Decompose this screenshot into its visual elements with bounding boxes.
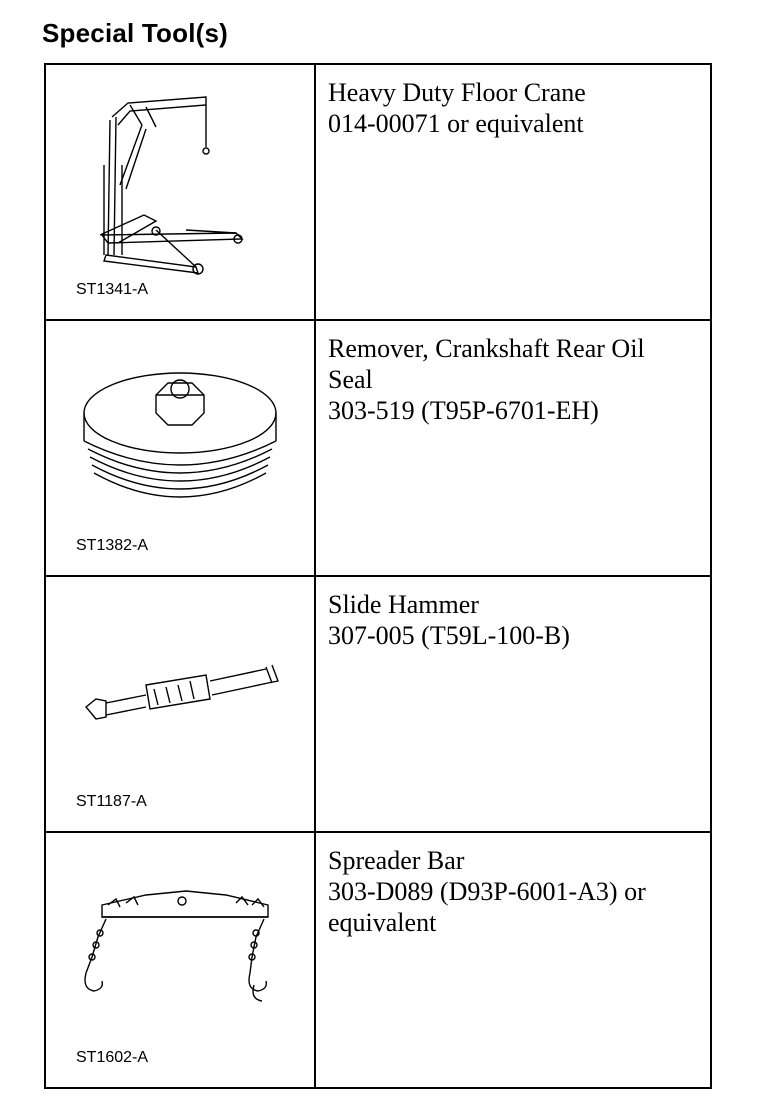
table-row bbox=[45, 832, 711, 1088]
tool-image-cell bbox=[45, 832, 315, 1088]
tool-part-number: 307-005 (T59L-100-B) bbox=[328, 621, 570, 650]
tool-name: Remover, Crankshaft Rear Oil bbox=[328, 334, 645, 363]
tool-name: Slide Hammer bbox=[328, 590, 479, 619]
tool-name: Heavy Duty Floor Crane bbox=[328, 78, 586, 107]
tool-description bbox=[315, 320, 711, 576]
table-row bbox=[45, 320, 711, 576]
tool-code: ST1187-A bbox=[76, 793, 147, 810]
tool-image-cell bbox=[45, 576, 315, 832]
tool-part-number-continued: equivalent bbox=[328, 908, 437, 937]
tool-code: ST1341-A bbox=[76, 281, 149, 298]
tool-description bbox=[315, 576, 711, 832]
tool-image-cell bbox=[45, 320, 315, 576]
tool-description bbox=[315, 64, 711, 320]
page-title: Special Tool(s) bbox=[42, 18, 228, 48]
table-row bbox=[45, 64, 711, 320]
tool-name-continued: Seal bbox=[328, 365, 373, 394]
table-row bbox=[45, 576, 711, 832]
special-tools-table bbox=[44, 63, 712, 1089]
tool-part-number: 303-D089 (D93P-6001-A3) or bbox=[328, 877, 646, 906]
tool-name: Spreader Bar bbox=[328, 846, 465, 875]
tool-code: ST1602-A bbox=[76, 1049, 149, 1066]
tool-code: ST1382-A bbox=[76, 537, 149, 554]
tool-part-number: 303-519 (T95P-6701-EH) bbox=[328, 396, 599, 425]
tool-part-number: 014-00071 or equivalent bbox=[328, 109, 584, 138]
tool-image-cell bbox=[45, 64, 315, 320]
tool-description bbox=[315, 832, 711, 1088]
